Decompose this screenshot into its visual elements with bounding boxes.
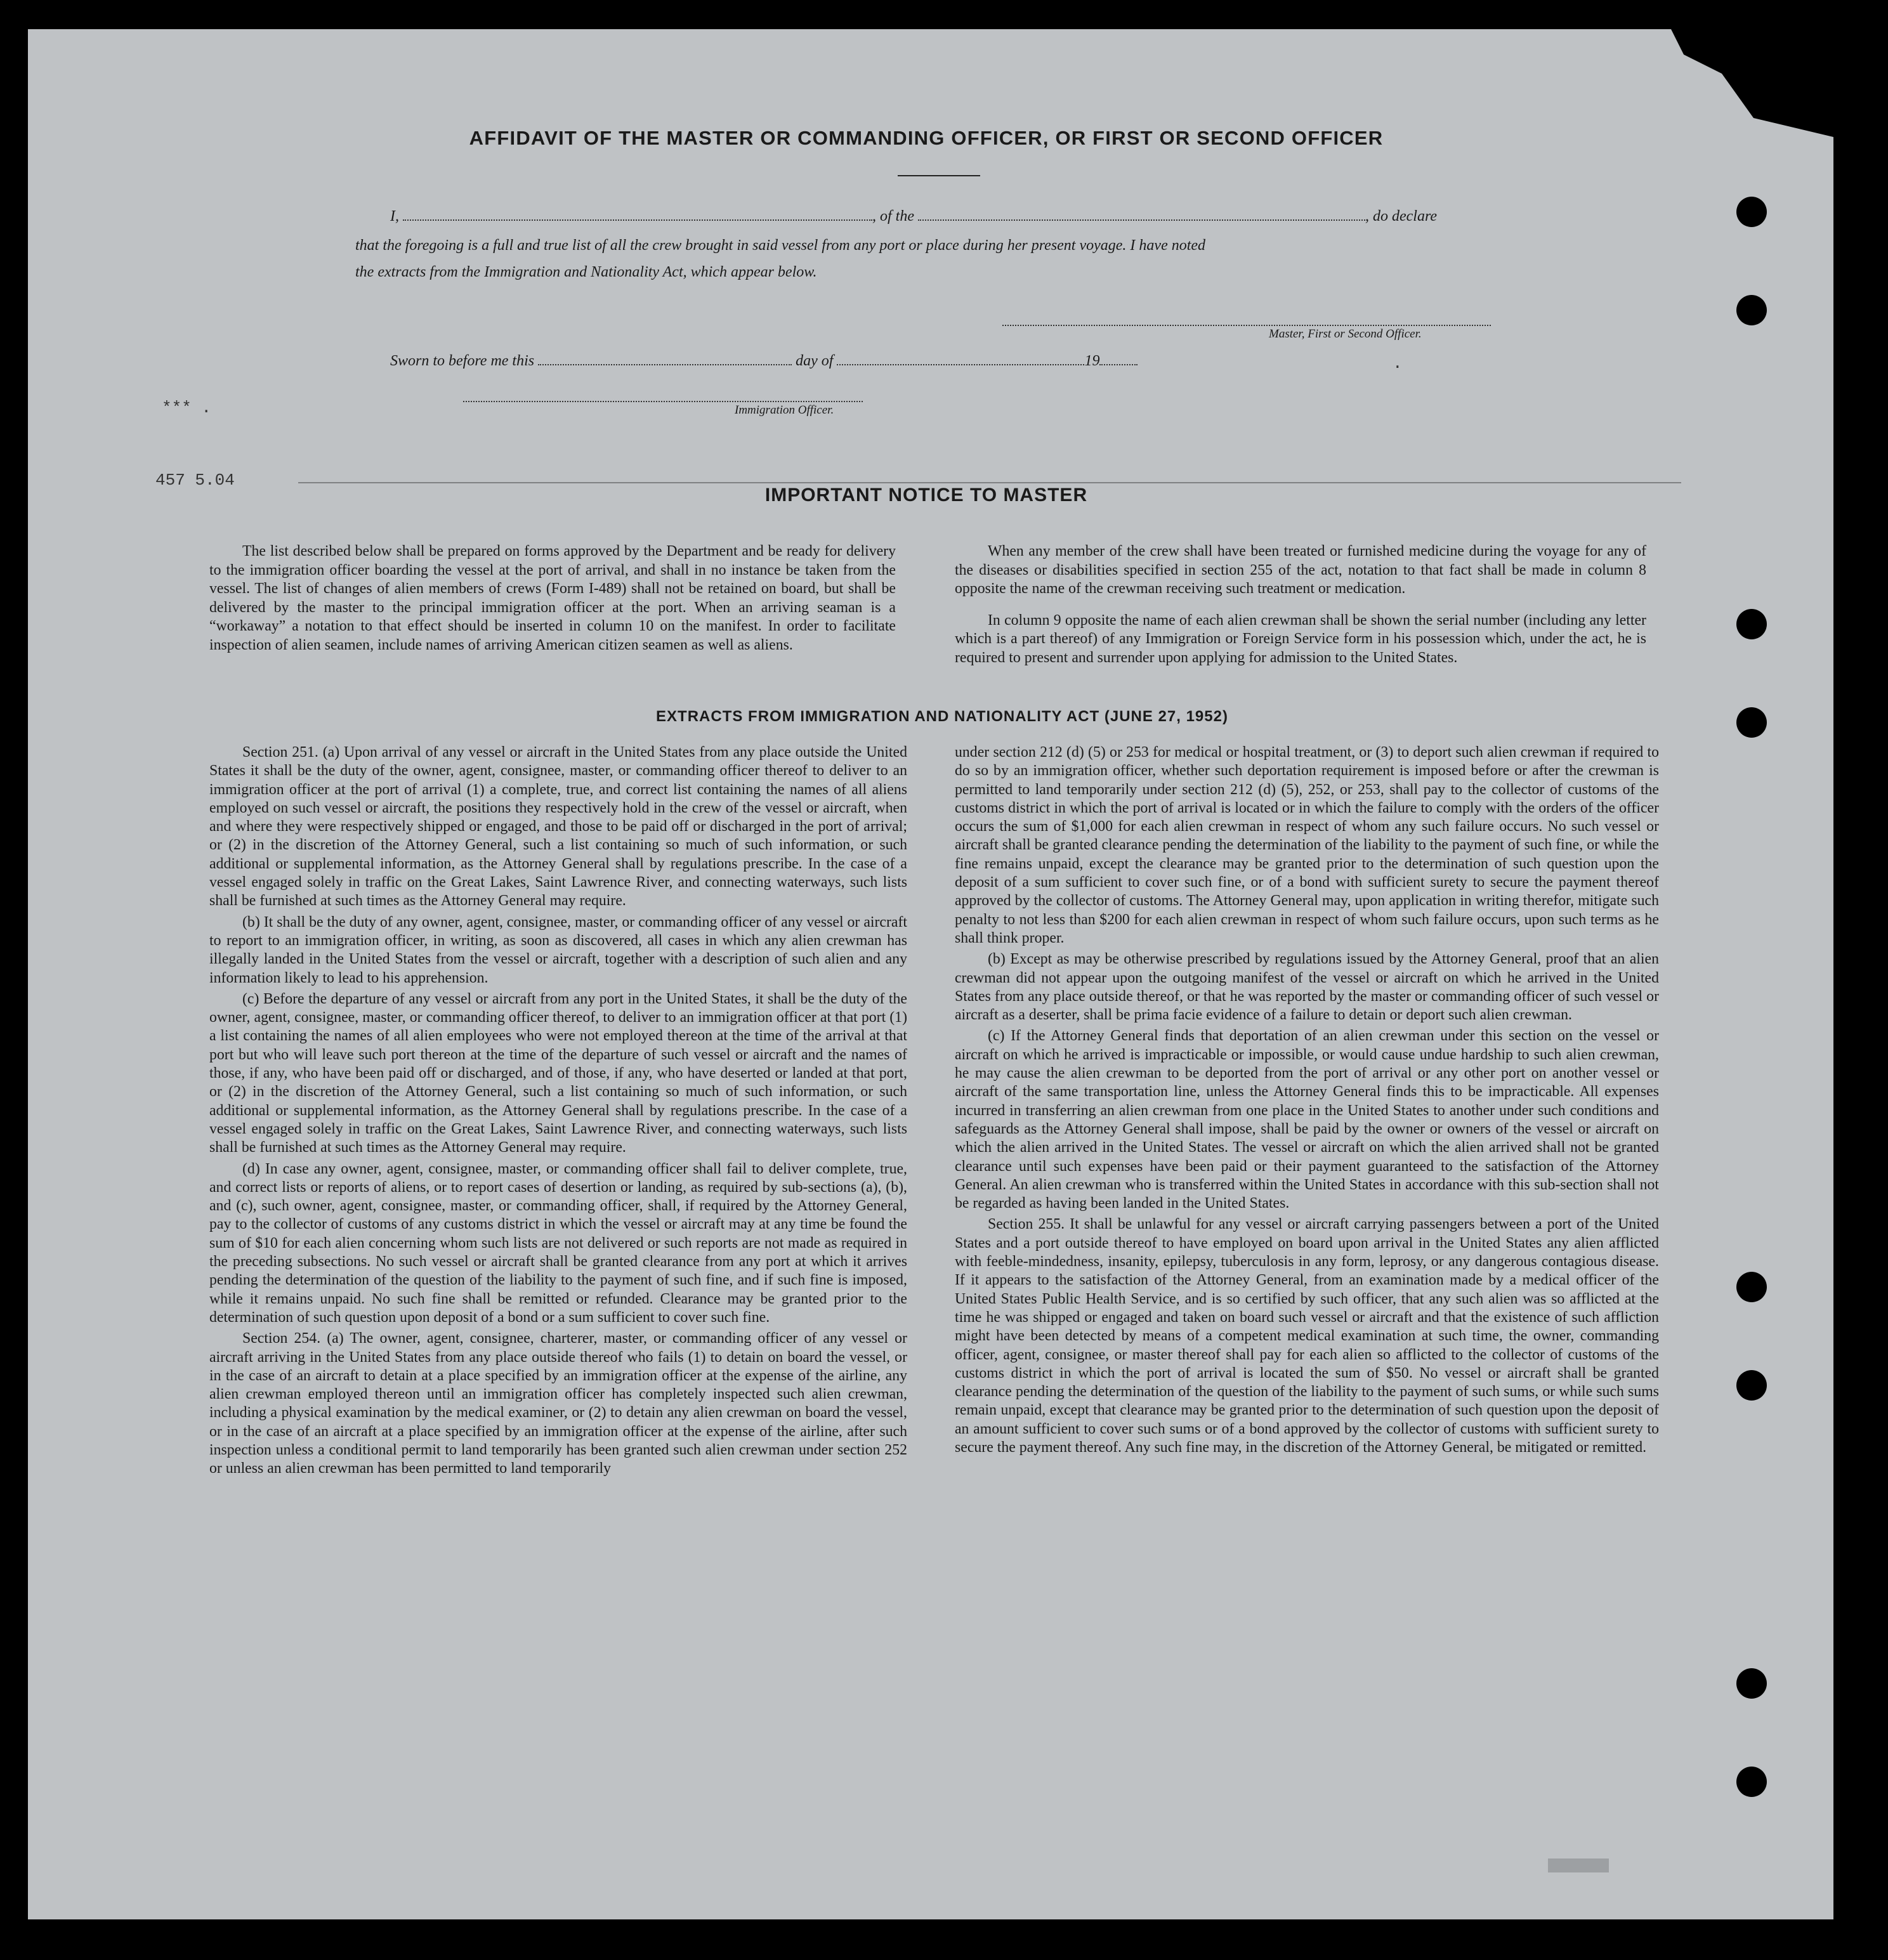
margin-mark: *** .	[162, 398, 212, 417]
declaration-line	[390, 208, 1437, 225]
section-254-a-continued: under section 212 (d) (5) or 253 for medical or hospital treatment, or (3) to deport such alien crewman if required to do so by an immigration officer, whether such deportation requirement is imposed before or after the crewman is permitted to land temporarily under section 212 (d) (5), 252, or 253, shall pay to the collector of customs of the customs district in which the port of arrival is located or in which the failure to comply with the orders of the officer occurs the sum of $1,000 for each alien crewman in respect of whom any such failure occurs. No such vessel or aircraft shall be granted clearance pending the determination of the liability to the payment of such fine, or while the fine remains unpaid, except the clearance may be granted prior to the determination of such question upon the deposit of a sum sufficient to cover such fine, or of a bond with sufficient surety to secure the payment thereof approved by the collector of customs. The Attorney General may, upon application in writing therefor, mitigate such penalty to not less than $200 for each alien crewman in respect of whom such failure occurs, upon such terms as he shall think proper.	[955, 744, 1659, 946]
section-254-a: Section 254. (a) The owner, agent, consignee, charterer, master, or commanding officer of any vessel or aircraft arriving in the United States from any place outside thereof who fails (1) to detain on board the vessel, or in the case of an aircraft to detain at a place specified by an immigration officer at the expense of the airline, any alien crewman employed thereon until an immigration officer has completely inspected such alien crewman, including a physical examination by the medical examiner, or (2) to detain any alien crewman on board the vessel, or in the case of an aircraft at a place specified by an immigration officer at the expense of the airline, after such inspection unless a conditional permit to land temporarily has been granted such alien crewman under section 252 or unless an alien crewman has been permitted to land temporarily	[209, 1330, 907, 1477]
binder-hole	[1736, 1668, 1767, 1699]
binder-hole	[1736, 1767, 1767, 1797]
section-254-c: (c) If the Attorney General finds that deportation of an alien crewman under this section on the vessel or aircraft on which he arrived is impracticable or impossible, or would cause undue hardship to such alien crewman, he may cause the alien crewman to be deported from the port of arrival or any other port on another vessel or aircraft of the same transportation line, unless the Attorney General finds this to be impracticable. All expenses incurred in transferring an alien crewman from one place in the United States to another under such conditions and safeguards as the Attorney General shall impose, shall be paid by the owner or owners of the vessel or aircraft on which the alien arrived in the United States. The vessel or aircraft on which the alien arrived shall not be granted clearance until such expenses have been paid or their payment guaranteed to the satisfaction of the Attorney General. An alien crewman who is transferred within the United States in accordance with this sub-section shall not be regarded as having been landed in the United States.	[955, 1028, 1659, 1212]
binder-hole	[1736, 295, 1767, 325]
master-signature-line[interactable]	[1002, 325, 1491, 326]
notice-right-paragraph-2: In column 9 opposite the name of each alien crewman shall be shown the serial number (including any letter which is a part thereof) of any Immigration or Foreign Service form in his possession which, under the act, he is required to present and surrender upon applying for admission to the United States.	[955, 611, 1646, 666]
notice-right-column	[955, 542, 1646, 670]
sworn-line	[390, 353, 1137, 370]
name-field[interactable]	[403, 219, 872, 221]
do-declare-label: , do declare	[1365, 208, 1438, 225]
binder-hole	[1736, 1272, 1767, 1302]
section-255: Section 255. It shall be unlawful for any vessel or aircraft carrying passengers between a port of the United States and a port outside thereof to have employed on board upon arrival in the United States any alien afflicted with feeble-mindedness, insanity, epilepsy, tuberculosis in any form, leprosy, or any dangerous contagious disease. If it appears to the satisfaction of the Attorney General, from an examination made by a medical officer of the United States Public Health Service, and is so certified by such officer, that any such alien was so afflicted at the time he was shipped or engaged and taken on board such vessel or aircraft and that the existence of such affliction might have been detected by means of a competent medical examination at such time, the owner, commanding officer, agent, consignee, or master thereof shall pay for each alien so afflicted to the collector of customs of the customs district in which the port of arrival is located the sum of $50. No vessel or aircraft shall be granted clearance pending the determination of the question of the liability to the payment of such sums, or while such sums remain unpaid, except that clearance may be granted prior to the determination of such question upon the deposit of an amount sufficient to cover such sums or of a bond approved by the collector of customs with sufficient surety to secure the payment thereof. Any such fine may, in the discretion of the Attorney General, be mitigated or remitted.	[955, 1216, 1659, 1456]
section-divider	[298, 482, 1681, 483]
margin-mark: .	[1393, 354, 1403, 373]
title-rule	[898, 175, 980, 176]
sworn-prefix: Sworn to before me this	[390, 353, 535, 369]
section-254-b: (b) Except as may be otherwise prescribed by regulations issued by the Attorney General, proof that an alien crewman did not appear upon the outgoing manifest of the vessel or aircraft on which he arrived in the United States from any place outside thereof, or that he was reported by the master or commanding officer of such vessel or aircraft as a deserter, shall be prima facie evidence of a failure to detain or deport such alien crewman.	[955, 951, 1659, 1024]
binder-hole	[1736, 197, 1767, 227]
notice-left-column	[209, 542, 896, 657]
sworn-year-field[interactable]	[1099, 363, 1137, 365]
binder-hole	[1736, 609, 1767, 639]
extracts-right-column	[955, 743, 1659, 1460]
sworn-month-field[interactable]	[837, 363, 1084, 365]
ink-stamp	[1548, 1859, 1609, 1872]
sworn-day-field[interactable]	[538, 363, 792, 365]
section-251-b: (b) It shall be the duty of any owner, agent, consignee, master, or commanding officer of any vessel or aircraft to report to an immigration officer, in writing, as soon as discovered, all cases in which any alien crewman has illegally landed in the United States from the vessel or aircraft, together with a description of such alien and any information likely to lead to his apprehension.	[209, 913, 907, 986]
master-caption: Master, First or Second Officer.	[1269, 327, 1422, 341]
vessel-field[interactable]	[918, 219, 1365, 221]
day-of-label: day of	[796, 353, 834, 369]
binder-hole	[1736, 707, 1767, 738]
extracts-title: EXTRACTS FROM IMMIGRATION AND NATIONALITY ACT (JUNE 27, 1952)	[656, 708, 1228, 725]
extracts-left-column	[209, 743, 907, 1481]
affidavit-title: AFFIDAVIT OF THE MASTER OR COMMANDING OFFICER, OR FIRST OR SECOND OFFICER	[469, 127, 1384, 149]
section-251-a: Section 251. (a) Upon arrival of any vessel or aircraft in the United States from any place outside the United States it shall be the duty of the owner, agent, consignee, master, or commanding officer thereof to deliver to an immigration officer at the port of arrival (1) a complete, true, and correct list containing the names of all aliens employed on such vessel or aircraft, the positions they respectively hold in the crew of the vessel or aircraft, when and where they were respectively shipped or engaged, and those to be paid off or discharged in the port of arrival; or (2) in the discretion of the Attorney General, such a list containing so much of such information, or such additional or supplemental information, as the Attorney General shall by regulations prescribe. In the case of a vessel engaged solely in traffic on the Great Lakes, Saint Lawrence River, and connecting waterways, such lists shall be furnished at such times as the Attorney General may require.	[209, 744, 907, 910]
margin-mark: 457 5.04	[155, 471, 235, 490]
declaration-text-2: the extracts from the Immigration and Nationality Act, which appear below.	[355, 264, 817, 280]
section-251-c: (c) Before the departure of any vessel or aircraft from any port in the United States, it shall be the duty of the owner, agent, consignee, master, or commanding officer thereof, to deliver to an immigration officer at that port (1) a list containing the names of all alien employees who were not employed thereon at the time of the arrival at that port but who will leave such port thereon at the time of the departure of such vessel or aircraft and the names of those, if any, who have been paid off or discharged, and of those, if any, who have deserted or landed at that port, or (2) in the discretion of the Attorney General, such a list containing so much of such information, or such additional or supplemental information, as the Attorney General shall by regulations prescribe. In the case of a vessel engaged solely in traffic on the Great Lakes, Saint Lawrence River, and connecting waterways, such lists shall be furnished at such times as the Attorney General may require.	[209, 990, 907, 1156]
i-label: I,	[390, 208, 399, 225]
immigration-signature-line[interactable]	[463, 401, 863, 402]
of-the-label: , of the	[872, 208, 914, 225]
notice-right-paragraph-1: When any member of the crew shall have been treated or furnished medicine during the voyage for any of the diseases or disabilities specified in section 255 of the act, notation to that fact shall be made in column 8 opposite the name of the crewman receiving such treatment or medication.	[955, 543, 1646, 597]
year-prefix: 19	[1084, 353, 1100, 369]
declaration-text-1: that the foregoing is a full and true list of all the crew brought in said vessel from any port or place during her present voyage. I have noted	[355, 237, 1206, 254]
section-251-d: (d) In case any owner, agent, consignee, master, or commanding officer shall fail to deliver complete, true, and correct lists or reports of aliens, or to report cases of desertion or landing, as required by sub-sections (a), (b), and (c), such owner, agent, consignee, master, or commanding officer, shall, if required by the Attorney General, pay to the collector of customs of any customs district in which the vessel or aircraft may at any time be found the sum of $10 for each alien concerning whom such lists are not delivered or such reports are not made as required in the preceding subsections. No such vessel or aircraft shall be granted clearance from any port at which it arrives pending the determination of the question of the liability to the payment of such fine, and if such fine is imposed, while it remains unpaid. No such fine shall be remitted or refunded. Clearance may be granted prior to the determination of such question upon deposit of a bond or a sum sufficient to cover such fine.	[209, 1160, 907, 1326]
notice-left-paragraph: The list described below shall be prepared on forms approved by the Department and be ready for delivery to the immigration officer boarding the vessel at the port of arrival, and shall in no instance be taken from the vessel. The list of changes of alien members of crews (Form I-489) shall not be retained on board, but shall be delivered by the master to the principal immigration officer at the port. When an arriving seaman is a “workaway” a notation to that effect should be inserted in column 10 on the manifest. In order to facilitate inspection of alien seamen, include names of arriving American citizen seamen as well as aliens.	[209, 543, 896, 653]
immigration-caption: Immigration Officer.	[735, 403, 834, 417]
binder-hole	[1736, 1370, 1767, 1401]
notice-title: IMPORTANT NOTICE TO MASTER	[764, 485, 1088, 506]
